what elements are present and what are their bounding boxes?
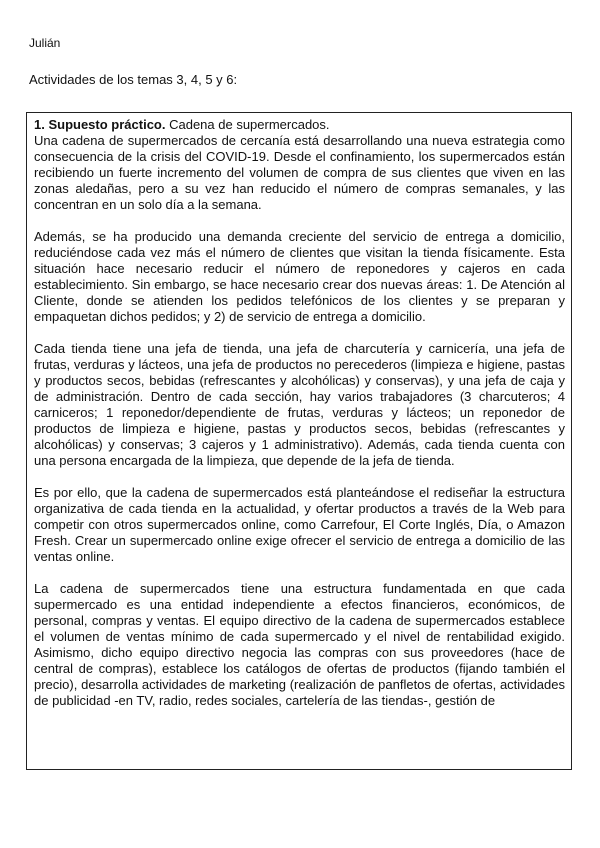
exercise-paragraph-5: La cadena de supermercados tiene una estructura fundamentada en que cada supermercado es una entidad independiente a efectos financieros, económicos, de personal, compras y ventas. El equipo directivo de la cadena de supermercados establece el volumen de ventas mínimo de cada supermercado y el nivel de rentabilidad exigido. Asimismo, dicho equipo directivo negocia las compras con sus proveedores (hace de central de compras), establece los catálogos de ofertas de productos (fijando también el precio), desarrolla actividades de marketing (realización de panfletos de ofertas, actividades de publicidad -en TV, radio, redes sociales, cartelería de las tiendas-, gestión de bbox=[34, 581, 565, 708]
exercise-box bbox=[26, 112, 572, 770]
exercise-heading-rest: Cadena de supermercados. bbox=[165, 117, 330, 132]
activities-subtitle: Actividades de los temas 3, 4, 5 y 6: bbox=[29, 72, 238, 87]
exercise-paragraph-4: Es por ello, que la cadena de supermercados está planteándose el rediseñar la estructura organizativa de cada tienda en la actualidad, y ofertar productos a través de la Web para competir con otros supermercados online, como Carrefour, El Corte Inglés, Día, o Amazon Fresh. Crear un supermercado online exige ofrecer el servicio de entrega a domicilio de las ventas online. bbox=[34, 485, 565, 564]
paragraph-text: Una cadena de supermercados de cercanía está desarrollando una nueva estrategia como consecuencia de la crisis del COVID-19. Desde el confinamiento, los supermercados están recibiendo un fuerte incremento del volumen de compra de sus clientes que viven en las zonas aledañas, pero a su vez han reducido el número de compras semanales, y las concentran en un solo día a la semana. bbox=[34, 133, 565, 212]
exercise-paragraph-3: Cada tienda tiene una jefa de tienda, una jefa de charcutería y carnicería, una jefa de frutas, verduras y lácteos, una jefa de productos no perecederos (limpieza e higiene, pastas y productos secos, bebidas (refrescantes y alcohólicas) y conservas), y una jefa de caja y de administración. Dentro de cada sección, hay varios trabajadores (3 charcuteros; 4 carniceros; 1 reponedor/dependiente de frutas, verduras y lácteos; un reponedor de productos de limpieza e higiene, pastas y productos secos, bebidas (refrescantes y alcohólicas) y conservas; 3 cajeros y 1 administrativo). Además, cada tienda cuenta con una persona encargada de la limpieza, que depende de la jefa de tienda. bbox=[34, 341, 565, 468]
exercise-heading: 1. Supuesto práctico. bbox=[34, 117, 166, 132]
exercise-paragraph-1 bbox=[34, 117, 565, 213]
author-name: Julián bbox=[29, 36, 61, 50]
exercise-paragraph-2: Además, se ha producido una demanda creciente del servicio de entrega a domicilio, reduciéndose cada vez más el número de clientes que visitan la tienda físicamente. Esta situación hace necesario reducir el número de reponedores y cajeros en cada establecimiento. Sin embargo, se hace necesario crear dos nuevas áreas: 1. De Atención al Cliente, donde se atienden los pedidos telefónicos de los clientes y se preparan y empaquetan dichos pedidos; y 2) de servicio de entrega a domicilio. bbox=[34, 229, 565, 324]
